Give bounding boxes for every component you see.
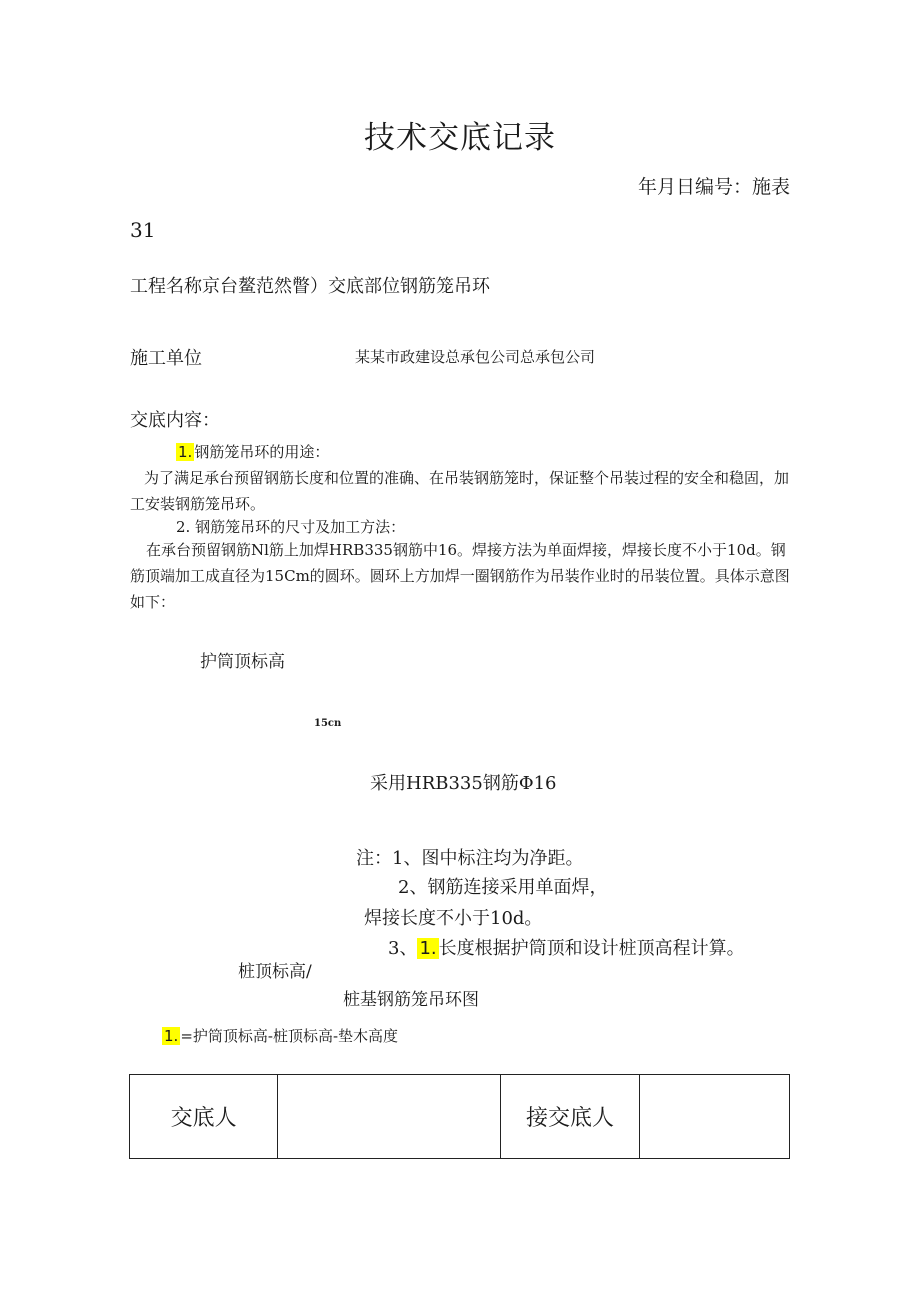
formula-text: =护筒顶标高-桩顶标高-垫木高度 [180,1027,399,1045]
construction-unit-label: 施工单位 [130,348,202,369]
paragraph1: 为了满足承台预留钢筋长度和位置的准确、在吊装钢筋笼时，保证整个吊装过程的安全和稳固，加工安装钢筋笼吊环。 [130,469,790,513]
sign-row [130,1075,790,1159]
formula-mark: 1. [164,1027,179,1045]
note4-text: 长度根据护筒顶和设计桩顶高程计算。 [438,938,745,959]
project-line: 工程名称京台鳌范然瞥）交底部位钢筋笼吊环 [130,276,490,297]
doc-number-line: 年月日编号：施表 [637,176,790,198]
section1-heading [176,441,329,462]
casing-top-label: 护筒顶标高 [200,652,285,672]
note4-prefix: 3、 [388,938,418,959]
document-title: 技术交底记录 [364,120,556,156]
form-number: 31 [130,218,156,242]
note-line-3: 焊接长度不小于10d。 [364,908,543,929]
dimension-label: 15cn [314,718,342,729]
diagram-caption: 桩基钢筋笼吊环图 [343,990,479,1010]
sign-table [129,1074,790,1159]
note4-mark: 1. [419,938,437,959]
formula-line [162,1025,398,1046]
receiver-signature-cell[interactable] [639,1075,789,1159]
construction-unit-value: 某某市政建设总承包公司总承包公司 [355,348,596,366]
discloser-signature-cell[interactable] [278,1075,501,1159]
section1-number: 1. [178,443,193,461]
pile-top-label: 桩顶标高/ [238,962,312,982]
section2-heading: 2. 钢筋笼吊环的尺寸及加工方法： [176,518,406,536]
receiver-label: 接交底人 [501,1075,639,1159]
section1-title: 钢筋笼吊环的用途： [194,443,330,461]
discloser-label: 交底人 [130,1075,278,1159]
rebar-label: 采用HRB335钢筋Φ16 [370,773,557,794]
content-label: 交底内容： [130,410,220,431]
paragraph2: 在承台预留钢筋Nl筋上加焊HRB335钢筋中16。焊接方法为单面焊接，焊接长度不小于10d。钢筋顶端加工成直径为15Cm的圆环。圆环上方加焊一圈钢筋作为吊装作业时的吊装位置。具体示意图如下： [130,541,790,611]
note-line-2: 2、钢筋连接采用单面焊， [398,877,608,898]
note-line-1: 注：1、图中标注均为净距。 [356,848,584,869]
note-line-4 [388,934,745,960]
